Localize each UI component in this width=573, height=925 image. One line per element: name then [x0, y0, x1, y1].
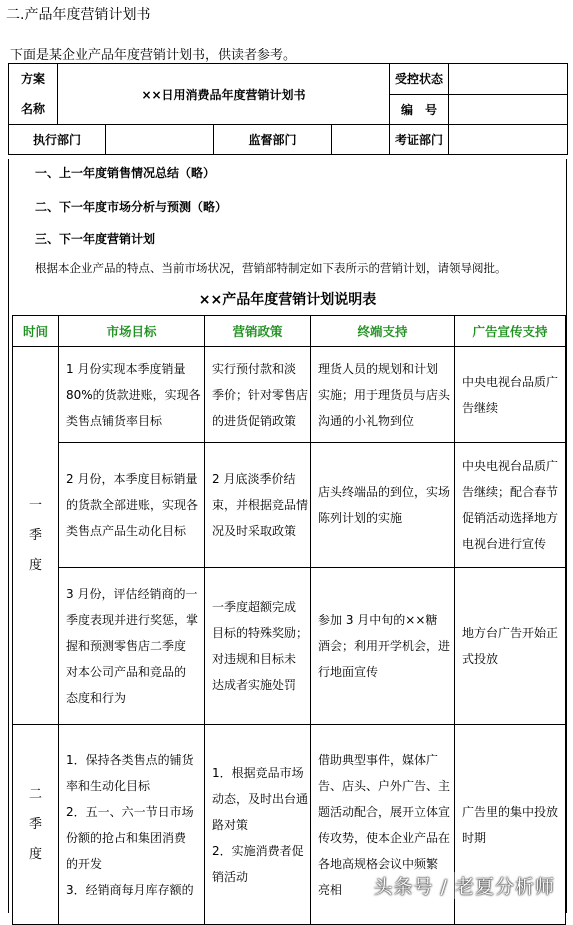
- cell-ad-support: [455, 568, 566, 725]
- cell-line: 率和生动化目标: [66, 778, 151, 793]
- cell-line: 1．根据竞品市场: [212, 765, 304, 780]
- cell-marketing-policy: [205, 725, 311, 925]
- cell-ad-support: [455, 347, 566, 443]
- cell-line: 告继续；配合春节: [462, 485, 559, 499]
- watermark: 头条号 / 老夏分析师: [370, 872, 559, 899]
- cell-terminal-support: [311, 347, 455, 443]
- cell-market-goal: [59, 443, 205, 568]
- cell-ad-support: [455, 443, 566, 568]
- cell-line: 达成者实施处罚: [212, 678, 297, 692]
- season-label-char: 度: [28, 557, 42, 573]
- plan-table-caption: ××产品年度营销计划说明表: [198, 292, 377, 308]
- cell-line: 2．五一、六一节日市场: [66, 804, 194, 819]
- cell-line: 一季度超额完成: [212, 600, 297, 614]
- cell-line: 2 月份，本季度目标销量: [66, 472, 198, 486]
- section-3-heading: 三、下一年度营销计划: [35, 232, 156, 246]
- verify-dept-value[interactable]: [449, 125, 568, 155]
- cell-line: 中央电视台品质广: [462, 459, 559, 473]
- season-label-char: 季: [28, 527, 42, 543]
- section-2-heading: 二、下一年度市场分析与预测（略）: [35, 200, 228, 214]
- cell-line: 店头终端品的到位，实场: [318, 485, 451, 499]
- exec-dept-label: 执行部门: [9, 125, 106, 155]
- number-label: 编 号: [390, 94, 449, 125]
- cell-line: 理货人员的规划和计划: [318, 361, 439, 376]
- cell-line: 的货款全部进账，实现各: [66, 498, 199, 512]
- cell-marketing-policy: [205, 443, 311, 568]
- document-title: 二.产品年度营销计划书: [6, 7, 151, 23]
- cell-line: 的开发: [66, 856, 103, 871]
- cell-line: 3 月份，评估经销商的一: [66, 587, 198, 601]
- cell-line: 况及时采取政策: [212, 524, 297, 538]
- header-time: 时间: [13, 316, 59, 347]
- verify-dept-label: 考证部门: [390, 125, 449, 155]
- intro-text: 下面是某企业产品年度营销计划书，供读者参考。: [10, 48, 297, 63]
- scheme-name-label: 方案 名称: [9, 64, 58, 125]
- cell-line: 销活动: [212, 869, 249, 884]
- cell-line: 酒会；利用开学机会，进: [318, 639, 451, 653]
- plan-table: [12, 315, 566, 925]
- cell-marketing-policy: [205, 568, 311, 725]
- cell-line: 电视台进行宣传: [462, 537, 547, 551]
- supervise-dept-value[interactable]: [332, 125, 390, 155]
- cell-line: 沟通的小礼物到位: [318, 413, 415, 428]
- cell-line: 告继续: [462, 400, 499, 415]
- cell-line: 实施；用于理货员与店头: [318, 387, 451, 402]
- cell-line: 行地面宣传: [318, 665, 379, 679]
- cell-line: 对本公司产品和竞品的: [66, 665, 187, 679]
- cell-terminal-support: [311, 443, 455, 568]
- cell-marketing-policy: [205, 347, 311, 443]
- cell-line: 中央电视台品质广: [462, 374, 559, 389]
- season-label: [13, 725, 59, 925]
- table-row: [13, 568, 566, 725]
- cell-line: 1．保持各类售点的铺货: [66, 752, 194, 767]
- cell-line: 亮相: [318, 882, 343, 897]
- cell-line: 1 月份实现本季度销量: [66, 361, 186, 376]
- season-label-char: 季: [28, 816, 42, 832]
- cell-line: 份额的抢占和集团消费: [66, 830, 187, 845]
- cell-line: 季价；针对零售店: [212, 387, 309, 402]
- season-label-char: 二: [28, 786, 42, 802]
- number-value[interactable]: [449, 94, 568, 125]
- header-form-table: [8, 63, 568, 155]
- cell-line: 广告里的集中投放: [462, 804, 559, 819]
- season-label-char: 度: [28, 846, 42, 862]
- cell-line: 2．实施消费者促: [212, 843, 304, 858]
- cell-line: 80%的货款进账，实现各: [66, 387, 201, 402]
- plan-note: 根据本企业产品的特点、当前市场状况，营销部特制定如下表所示的营销计划，请领导阅批。: [35, 261, 507, 275]
- table-row: [13, 443, 566, 568]
- cell-line: 告、店头、户外广告、主: [318, 778, 451, 793]
- cell-line: 路对策: [212, 817, 249, 832]
- scheme-name-value: ××日用消费品年度营销计划书: [58, 64, 390, 125]
- cell-market-goal: [59, 347, 205, 443]
- header-terminal-support: 终端支持: [311, 316, 455, 347]
- cell-line: 类售点铺货率目标: [66, 413, 163, 428]
- season-label-char: 一: [28, 497, 42, 513]
- cell-line: 式投放: [462, 652, 499, 666]
- cell-line: 实行预付款和淡: [212, 361, 297, 376]
- header-market-goal: 市场目标: [59, 316, 205, 347]
- header-ad-support: 广告宣传支持: [455, 316, 566, 347]
- cell-line: 动态，及时出台通: [212, 791, 309, 806]
- cell-line: 借助典型事件，媒体广: [318, 752, 439, 767]
- cell-line: 束，并根据竞品情: [212, 498, 309, 512]
- cell-line: 目标的特殊奖励；: [212, 626, 309, 640]
- cell-line: 参加 3 月中旬的××糖: [318, 613, 438, 627]
- cell-line: 3．经销商每月库存额的: [66, 882, 194, 897]
- section-1-heading: 一、上一年度销售情况总结（略）: [35, 166, 216, 180]
- exec-dept-value[interactable]: [106, 125, 214, 155]
- cell-line: 各地高规格会议中频繁: [318, 856, 439, 871]
- supervise-dept-label: 监督部门: [214, 125, 332, 155]
- control-status-value[interactable]: [449, 64, 568, 95]
- cell-line: 促销活动选择地方: [462, 511, 559, 525]
- cell-line: 类售点产品生动化目标: [66, 524, 187, 538]
- cell-line: 题活动配合，展开立体宣: [318, 804, 451, 819]
- cell-line: 对违规和目标未: [212, 652, 297, 666]
- cell-market-goal: [59, 568, 205, 725]
- cell-line: 地方台广告开始正: [462, 626, 559, 640]
- cell-line: 季度表现并进行奖惩，掌: [66, 613, 199, 627]
- cell-line: 传攻势，使本企业产品在: [318, 830, 451, 845]
- cell-line: 握和预测零售店二季度: [66, 639, 187, 653]
- control-status-label: 受控状态: [390, 64, 449, 95]
- header-marketing-policy: 营销政策: [205, 316, 311, 347]
- table-row: [13, 347, 566, 443]
- cell-line: 的进货促销政策: [212, 413, 297, 428]
- cell-terminal-support: [311, 568, 455, 725]
- cell-line: 陈列计划的实施: [318, 511, 403, 525]
- cell-line: 时期: [462, 830, 487, 845]
- season-label: [13, 347, 59, 725]
- cell-line: 态度和行为: [66, 691, 127, 705]
- cell-line: 2 月底淡季价结: [212, 472, 296, 486]
- cell-market-goal: [59, 725, 205, 925]
